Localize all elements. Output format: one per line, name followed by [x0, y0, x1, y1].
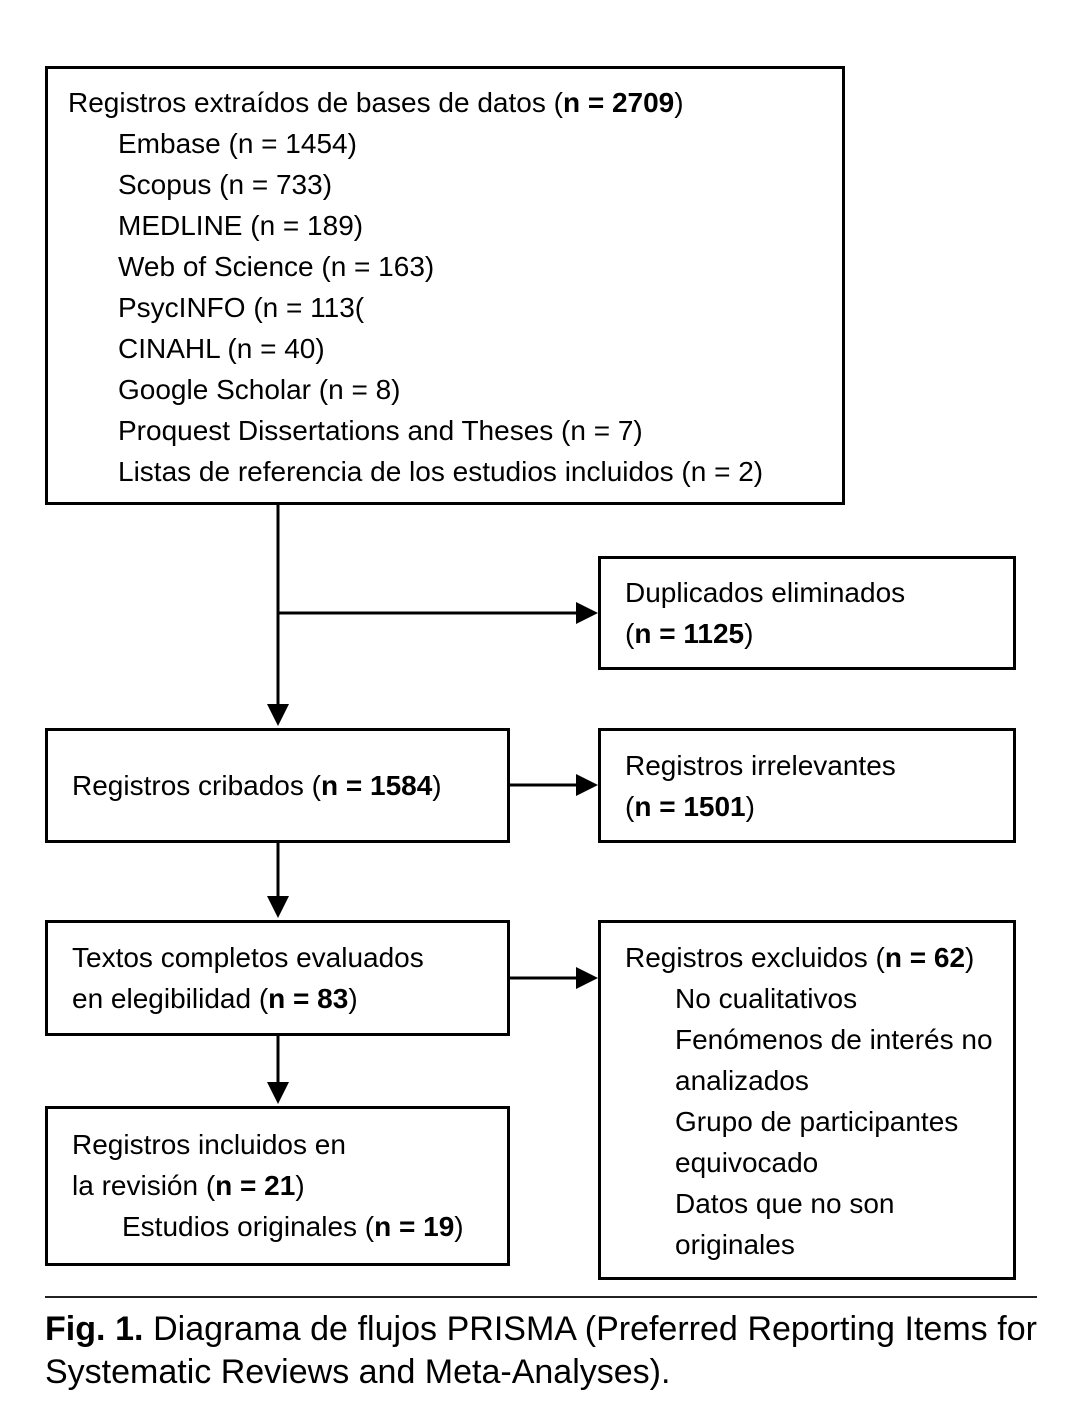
excluded-count: n = 62	[884, 942, 966, 973]
fulltext-count: n = 83	[268, 983, 349, 1014]
source-item-proquest: Proquest Dissertations and Theses (n = 7)	[118, 415, 643, 446]
screened-suffix: )	[432, 770, 442, 801]
figure-caption-label: Fig. 1.	[45, 1310, 144, 1348]
included-original-studies	[72, 1206, 487, 1247]
records-screened-box	[45, 728, 510, 843]
identification-count: n = 2709	[562, 87, 675, 118]
arrow-down-screened-to-fulltext	[267, 843, 289, 918]
source-item-google-scholar: Google Scholar (n = 8)	[118, 374, 401, 405]
identification-title	[68, 82, 822, 123]
duplicates-removed-box	[598, 556, 1016, 670]
source-item-web-of-science: Web of Science (n = 163)	[118, 251, 435, 282]
source-item-scopus: Scopus (n = 733)	[118, 169, 333, 200]
duplicates-count: n = 1125	[634, 618, 745, 649]
source-item-embase: Embase (n = 1454)	[118, 128, 357, 159]
records-included-box	[45, 1106, 510, 1266]
exclusion-reason-list	[625, 978, 995, 1265]
screened-line1	[72, 765, 442, 806]
reason-wrong-participant-group: Grupo de participantes equivocado	[675, 1106, 959, 1178]
included-line1: Registros incluidos en	[72, 1129, 346, 1160]
excluded-title-suffix: )	[965, 942, 975, 973]
fulltext-count-prefix: en elegibilidad (	[72, 983, 269, 1014]
reason-phenomena-not-analyzed: Fenómenos de interés no analizados	[675, 1024, 993, 1096]
irrelevant-count-suffix: )	[745, 790, 755, 822]
original-studies-count: n = 19	[374, 1211, 455, 1242]
included-count-prefix: la revisión (	[72, 1170, 216, 1201]
irrelevant-line2	[625, 786, 993, 827]
included-count-suffix: )	[295, 1170, 305, 1201]
duplicates-count-suffix: )	[744, 618, 754, 649]
irrelevant-records-box	[598, 728, 1016, 843]
arrow-right-to-duplicates	[278, 602, 598, 624]
arrow-down-fulltext-to-included	[267, 1036, 289, 1104]
identification-title-prefix: Registros extraídos de bases de datos (	[68, 87, 563, 118]
database-source-list	[68, 123, 822, 492]
records-excluded-box	[598, 920, 1016, 1280]
reason-data-not-original: Datos que no son originales	[675, 1188, 895, 1260]
screened-count: n = 1584	[320, 770, 433, 801]
identification-box	[45, 66, 845, 505]
irrelevant-line1: Registros irrelevantes	[625, 749, 896, 781]
arrow-right-screened-to-irrelevant	[510, 774, 598, 796]
excluded-title	[625, 937, 995, 978]
source-item-cinahl: CINAHL (n = 40)	[118, 333, 325, 364]
included-line2	[72, 1165, 487, 1206]
irrelevant-count-prefix: (	[625, 790, 635, 822]
fulltext-line1: Textos completos evaluados	[72, 942, 424, 973]
original-studies-prefix: Estudios originales (	[122, 1211, 375, 1242]
duplicates-count-prefix: (	[625, 618, 635, 649]
irrelevant-count: n = 1501	[634, 790, 746, 822]
arrow-down-identification-to-screened	[267, 505, 289, 726]
duplicates-line1: Duplicados eliminados	[625, 577, 906, 608]
arrow-right-fulltext-to-excluded	[510, 967, 598, 989]
original-studies-suffix: )	[454, 1211, 464, 1242]
excluded-title-prefix: Registros excluidos (	[625, 942, 885, 973]
reason-not-qualitative: No cualitativos	[675, 983, 858, 1014]
screened-prefix: Registros cribados (	[72, 770, 321, 801]
identification-title-suffix: )	[674, 87, 684, 118]
fulltext-count-suffix: )	[348, 983, 358, 1014]
caption-divider	[45, 1296, 1037, 1298]
source-item-reference-lists: Listas de referencia de los estudios incluidos (n = 2)	[118, 456, 764, 487]
duplicates-line2	[625, 613, 993, 654]
fulltext-line2	[72, 978, 487, 1019]
source-item-psycinfo: PsycINFO (n = 113(	[118, 292, 365, 323]
figure-caption	[45, 1308, 1037, 1394]
figure-caption-text: Diagrama de flujos PRISMA (Preferred Reporting Items for Systematic Reviews and Meta-Analyses).	[45, 1310, 1037, 1391]
source-item-medline: MEDLINE (n = 189)	[118, 210, 364, 241]
included-count: n = 21	[215, 1170, 296, 1201]
fulltext-assessed-box	[45, 920, 510, 1036]
